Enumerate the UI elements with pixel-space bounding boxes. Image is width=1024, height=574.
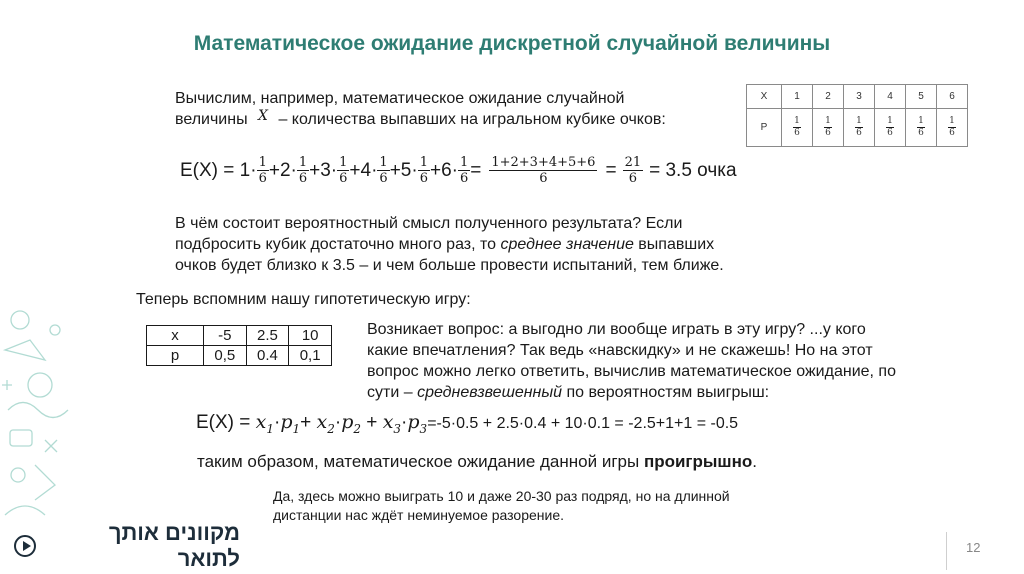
emphasis-losing: проигрышно bbox=[643, 452, 753, 471]
emphasis-weighted: средневзвешенный bbox=[417, 384, 563, 401]
expectation-formula-die: E(X) = 1· $\frac{1}{6}$ +2· $\frac{1}{6}$ +3· $\frac{1}{6}$ +4· $\frac{1}{6}$ +5· $\frac{1}{6}$ +6· $\frac{1}{6}$ = $\frac{1+2+3+4+5+6}{6}$ = $\frac{21}{6}$ = 3.5 очка bbox=[180, 155, 737, 186]
probability-fraction: $\frac{1}{6}$ bbox=[918, 116, 924, 138]
play-icon bbox=[14, 535, 36, 557]
die-distribution-table bbox=[746, 84, 968, 147]
probability-fraction: $\frac{1}{6}$ bbox=[856, 116, 862, 138]
fraction-one-sixth: $\frac{1}{6}$ bbox=[339, 155, 348, 186]
intro-line-2: величины X – количества выпавших на игральном кубике очков: bbox=[175, 108, 666, 128]
die-table-row-p bbox=[747, 109, 968, 147]
die-table-value: 4 bbox=[875, 85, 906, 109]
emphasis-average: среднее значение bbox=[500, 236, 634, 253]
expectation-formula-game: $E(X) = x_1\cdot p_1+ x_2\cdot p_2 + x_3\cdot p_3=-5\cdot 0.5 + 2.5\cdot 0.4 + 10\cdot 0.1 = -2.5+1+1 = -0.5$ bbox=[196, 411, 739, 436]
fraction-one-sixth: $\frac{1}{6}$ bbox=[459, 155, 469, 186]
probability-fraction: $\frac{1}{6}$ bbox=[887, 116, 893, 138]
game-table-row-p: p 0,5 0.4 0,1 bbox=[147, 346, 332, 366]
conclusion-text: таким образом, математическое ожидание данной игры проигрышно. bbox=[197, 452, 757, 471]
die-table-value: 3 bbox=[844, 85, 875, 109]
probability-fraction: $\frac{1}{6}$ bbox=[794, 116, 800, 138]
variable-x: X bbox=[258, 108, 268, 124]
question-paragraph: Возникает вопрос: а выгодно ли вообще играть в эту игру? ...у кого какие впечатления? Так ведь «навскидку» и не скажешь! Но на этот вопрос можно легко ответить, вычислив математическое ожидание, по сути – средневзвешенный по вероятностям выигрыш: bbox=[367, 321, 896, 401]
logo-text: מקוונים אותך לתואר bbox=[108, 520, 240, 571]
slide-title: Математическое ожидание дискретной случайной величины bbox=[193, 32, 831, 55]
fraction-one-sixth: $\frac{1}{6}$ bbox=[419, 155, 428, 186]
die-table-value: 5 bbox=[906, 85, 937, 109]
probability-fraction: $\frac{1}{6}$ bbox=[949, 116, 955, 138]
game-intro: Теперь вспомним нашу гипотетическую игру: bbox=[136, 291, 471, 308]
intro-text bbox=[175, 88, 715, 131]
game-table-row-x: x -5 2.5 10 bbox=[147, 326, 332, 346]
die-table-value: 2 bbox=[813, 85, 844, 109]
probability-fraction: $\frac{1}{6}$ bbox=[825, 116, 831, 138]
die-table-p-label: P bbox=[747, 109, 782, 147]
brand-logo bbox=[14, 520, 240, 571]
fraction-one-sixth: $\frac{1}{6}$ bbox=[258, 155, 267, 186]
die-table-value: 1 bbox=[782, 85, 813, 109]
intro-line-1: Вычислим, например, математическое ожидание случайной bbox=[175, 90, 625, 107]
die-table-row-x bbox=[747, 85, 968, 109]
decorative-doodles bbox=[0, 290, 70, 535]
page-number: 12 bbox=[966, 540, 981, 555]
die-table-value: 6 bbox=[937, 85, 968, 109]
meaning-paragraph: В чём состоит вероятностный смысл полученного результата? Если подбросить кубик достаточно много раз, то среднее значение выпавших очков будет близко к 3.5 – и чем больше провести испытаний, тем ближе. bbox=[175, 215, 724, 274]
game-distribution-table bbox=[146, 325, 332, 366]
note-paragraph: Да, здесь можно выиграть 10 и даже 20-30 раз подряд, но на длинной дистанции нас ждёт неминуемое разорение. bbox=[273, 488, 730, 523]
sum-fraction: $\frac{1+2+3+4+5+6}{6}$ bbox=[491, 155, 596, 186]
die-table-x-label: X bbox=[747, 85, 782, 109]
fraction-one-sixth: $\frac{1}{6}$ bbox=[379, 155, 388, 186]
result-fraction: $\frac{21}{6}$ bbox=[624, 155, 642, 186]
footer-divider bbox=[946, 532, 947, 570]
fraction-one-sixth: $\frac{1}{6}$ bbox=[298, 155, 308, 186]
